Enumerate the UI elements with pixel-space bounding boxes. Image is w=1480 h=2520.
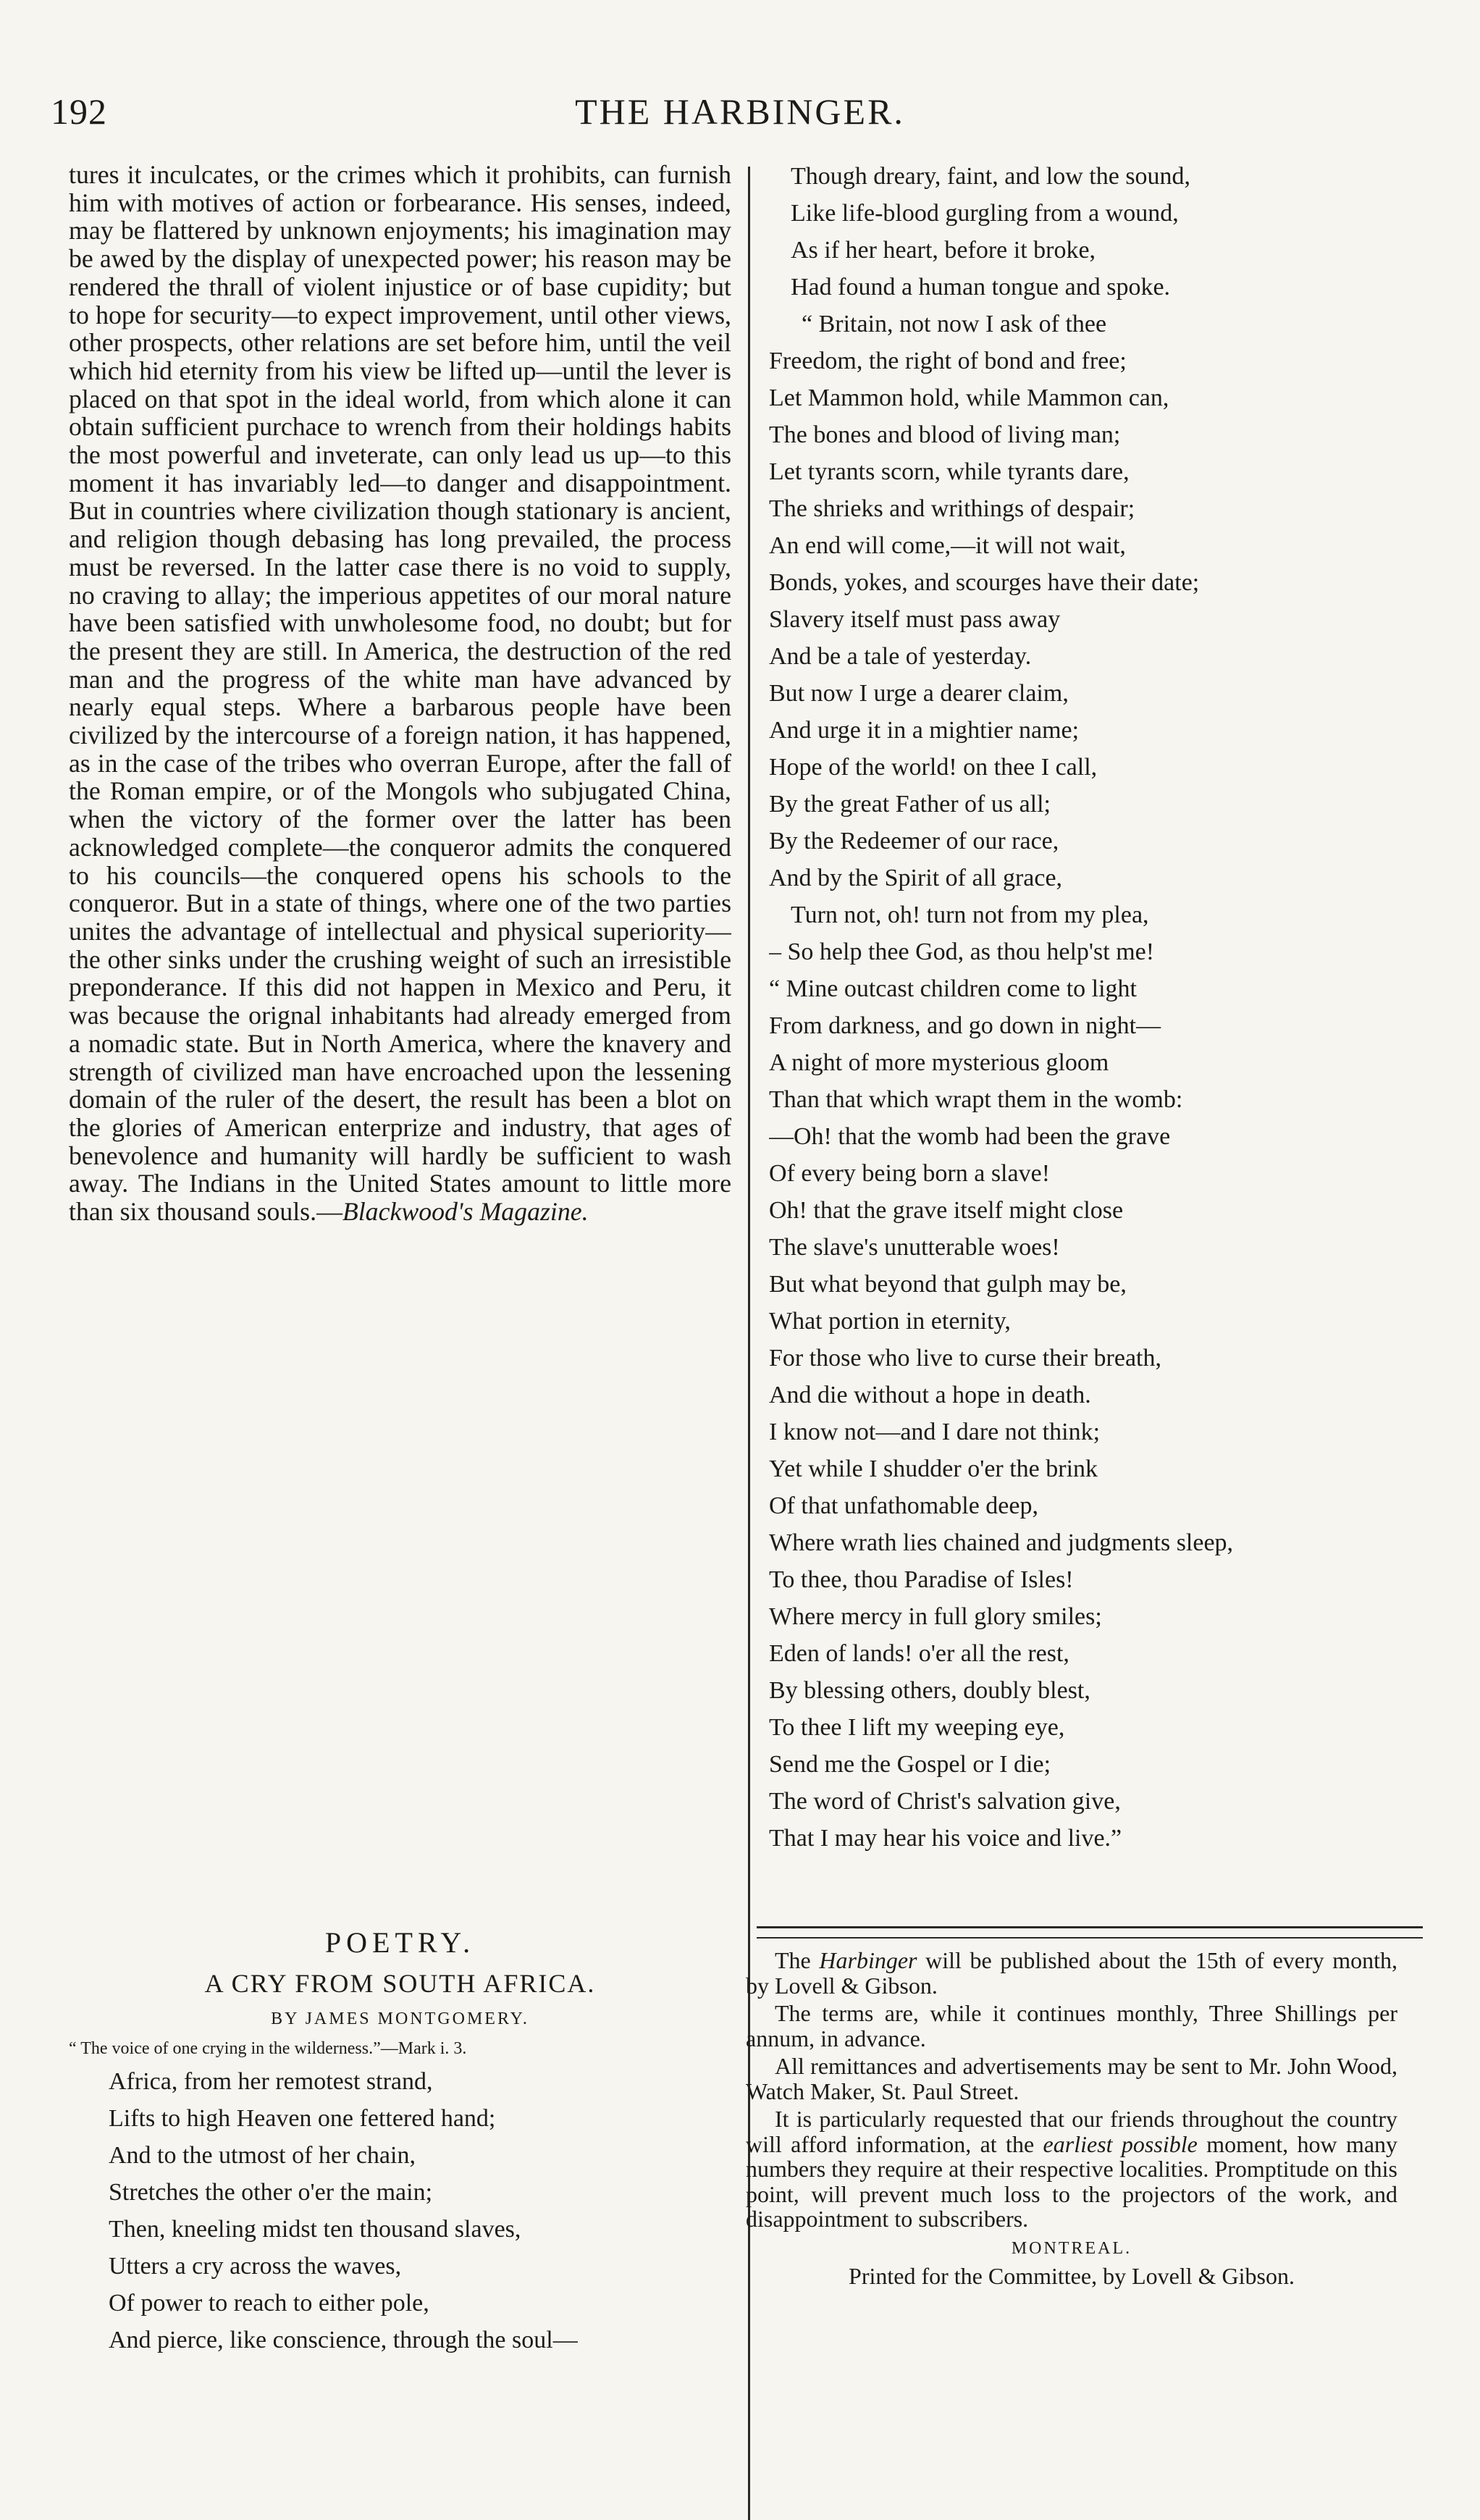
poem-line: Slavery itself must pass away — [769, 606, 1061, 633]
page-header — [0, 0, 1480, 167]
poem-line: Stretches the other o'er the main; — [109, 2179, 433, 2206]
notice-text: It is particularly requested that our friends throughout the country will afford information, at the — [746, 2106, 1397, 2157]
poem-line: And urge it in a mightier name; — [769, 717, 1080, 744]
poem-line: By blessing others, doubly blest, — [769, 1677, 1090, 1704]
running-head: THE HARBINGER. — [575, 91, 905, 132]
double-rule-divider — [757, 1926, 1423, 1939]
notice-publication — [746, 1948, 1397, 1998]
notice-terms: The terms are, while it continues monthly, Three Shillings per annum, in advance. — [746, 2000, 1397, 2051]
poem-line: The word of Christ's salvation give, — [769, 1788, 1121, 1815]
poem-line: Though dreary, faint, and low the sound, — [791, 163, 1191, 190]
poem-line: And die without a hope in death. — [769, 1382, 1091, 1408]
poem-line: The shrieks and writhings of despair; — [769, 495, 1135, 522]
poem-continuation — [769, 158, 1421, 1925]
poem-line: Had found a human tongue and spoke. — [791, 274, 1171, 301]
poem-line: But now I urge a dearer claim, — [769, 680, 1069, 707]
poem-line: Of every being born a slave! — [769, 1160, 1051, 1187]
poem-author: BY JAMES MONTGOMERY. — [271, 2009, 529, 2028]
poem-line: And to the utmost of her chain, — [109, 2142, 416, 2169]
poem-line: For those who live to curse their breath, — [769, 1345, 1161, 1372]
poem-line: Where mercy in full glory smiles; — [769, 1603, 1102, 1630]
poem-line: Freedom, the right of bond and free; — [769, 348, 1127, 374]
imprint-city: MONTREAL. — [1011, 2238, 1132, 2258]
poem-line: The bones and blood of living man; — [769, 421, 1121, 448]
poem-line: By the great Father of us all; — [769, 791, 1051, 818]
poem-line: From darkness, and go down in night— — [769, 1012, 1161, 1039]
poem-line: Let tyrants scorn, while tyrants dare, — [769, 458, 1130, 485]
poem-line: An end will come,—it will not wait, — [769, 532, 1126, 559]
poem-line: Eden of lands! o'er all the rest, — [769, 1640, 1069, 1667]
poem-line: I know not—and I dare not think; — [769, 1419, 1101, 1445]
poem-line: Yet while I shudder o'er the brink — [769, 1456, 1098, 1482]
poetry-section — [69, 1923, 731, 2495]
poem-line: Then, kneeling midst ten thousand slaves, — [109, 2216, 521, 2243]
poem-line: “ Mine outcast children come to light — [769, 975, 1137, 1002]
poem-line: Like life-blood gurgling from a wound, — [791, 200, 1179, 227]
poem-line: Where wrath lies chained and judgments sleep, — [769, 1529, 1234, 1556]
article-text — [69, 161, 731, 1226]
poem-line: —Oh! that the womb had been the grave — [769, 1123, 1171, 1150]
poem-line: Bonds, yokes, and scourges have their date; — [769, 569, 1200, 596]
poem-line: And by the Spirit of all grace, — [769, 865, 1063, 891]
poem-line: Africa, from her remotest strand, — [109, 2068, 433, 2095]
notice-remittances: All remittances and advertisements may be sent to Mr. John Wood, Watch Maker, St. Paul Street. — [746, 2053, 1397, 2104]
poem-lines-left — [69, 2063, 731, 2359]
poem-line: By the Redeemer of our race, — [769, 828, 1059, 854]
poem-line: Lifts to high Heaven one fettered hand; — [109, 2105, 496, 2132]
poem-line: But what beyond that gulph may be, — [769, 1271, 1127, 1298]
poem-line: That I may hear his voice and live.” — [769, 1825, 1122, 1852]
article-body: tures it inculcates, or the crimes which it prohibits, can furnish him with motives of action or forbearance. His senses, indeed, may be flattered by unknown enjoyments; his imagination may be awed by the display of unexpected power; his reason may be rendered the thrall of violent injustice or of base cupidity; but to hope for security—to expect improvement, until other views, other prospects, other relations are set before him, until the veil which hid eternity from his view be lifted up—until the lever is placed on that spot in the ideal world, from which alone it can obtain sufficient purchace to wrench from their holdings habits the most powerful and inveterate, can only lead us up—to this moment it has invariably led—to danger and disappointment. But in countries where civilization though stationary is ancient, and religion though debasing has long prevailed, the process must be reversed. In the latter case there is no void to supply, no craving to allay; the imperious appetites of our moral nature have been satisfied with unwholesome food, no doubt; but for the present they are still. In America, the destruction of the red man and the progress of the white man have advanced by nearly equal steps. Where a barbarous people have been civilized by the intercourse of a foreign nation, it has happened, as in the case of the tribes who overran Europe, after the fall of the Roman empire, or of the Mongols who subjugated China, when the victory of the former over the latter has been acknowledged complete—the conqueror admits the conquered to his councils—the conquered opens his schools to the conqueror. But in a state of things, where one of the two parties unites the advantage of intellectual and physical superiority—the other sinks under the crushing weight of such an irresistible preponderance. If this did not happen in Mexico and Peru, it was because the orignal inhabitants had already emerged from a nomadic state. But in North America, where the knavery and strength of civilized man have encroached upon the lessening domain of the ruler of the desert, the result has been a blot on the glories of American enterprize and industry, that ages of benevolence and humanity will hardly be sufficient to wash away. The Indians in the United States amount to little more than six thousand souls.— — [69, 161, 731, 1227]
article-source: Blackwood's Magazine. — [342, 1197, 589, 1227]
poem-line: A night of more mysterious gloom — [769, 1049, 1109, 1076]
poem-lines-right — [769, 158, 1421, 1857]
poem-title: A CRY FROM SOUTH AFRICA. — [204, 1969, 596, 1998]
notice-text: will be published about the 15th of every month, by Lovell & Gibson. — [746, 1948, 1397, 1999]
article-continuation — [69, 161, 731, 1906]
page-number: 192 — [51, 91, 107, 132]
poem-line: And pierce, like conscience, through the soul— — [109, 2327, 578, 2353]
poem-line: The slave's unutterable woes! — [769, 1234, 1060, 1261]
notice-text: moment, how many numbers they require at their respective localities. Promptitude on this point, will prevent much loss to the projectors of the work, and disappointment to subscribers. — [746, 2130, 1397, 2232]
poem-line: And be a tale of yesterday. — [769, 643, 1032, 670]
poem-line: Of that unfathomable deep, — [769, 1492, 1038, 1519]
notice-emphasis: earliest possible — [1043, 2130, 1198, 2157]
poem-line: – So help thee God, as thou help'st me! — [769, 938, 1155, 965]
poem-line: Let Mammon hold, while Mammon can, — [769, 385, 1169, 411]
poem-line: Of power to reach to either pole, — [109, 2290, 429, 2317]
poem-line: “ Britain, not now I ask of thee — [802, 311, 1107, 337]
poem-line: Send me the Gospel or I die; — [769, 1751, 1051, 1778]
poem-line: Utters a cry across the waves, — [109, 2253, 402, 2280]
poem-line: Hope of the world! on thee I call, — [769, 754, 1098, 781]
poem-line: As if her heart, before it broke, — [791, 237, 1096, 264]
publication-name: Harbinger — [819, 1948, 917, 1973]
poem-line: Turn not, oh! turn not from my plea, — [791, 902, 1149, 928]
poem-line: What portion in eternity, — [769, 1308, 1011, 1335]
poetry-heading: POETRY. — [324, 1926, 476, 1959]
imprint-line: Printed for the Committee, by Lovell & Gibson. — [849, 2263, 1295, 2289]
notice-request — [746, 2107, 1397, 2232]
publisher-notices — [746, 1948, 1397, 2484]
poem-line: Oh! that the grave itself might close — [769, 1197, 1124, 1224]
poem-epigraph: “ The voice of one crying in the wilderness.”—Mark i. 3. — [69, 2039, 467, 2058]
notice-text: The — [775, 1948, 811, 1973]
poem-line: Than that which wrapt them in the womb: — [769, 1086, 1183, 1113]
poem-line: To thee, thou Paradise of Isles! — [769, 1566, 1074, 1593]
poem-line: To thee I lift my weeping eye, — [769, 1714, 1065, 1741]
